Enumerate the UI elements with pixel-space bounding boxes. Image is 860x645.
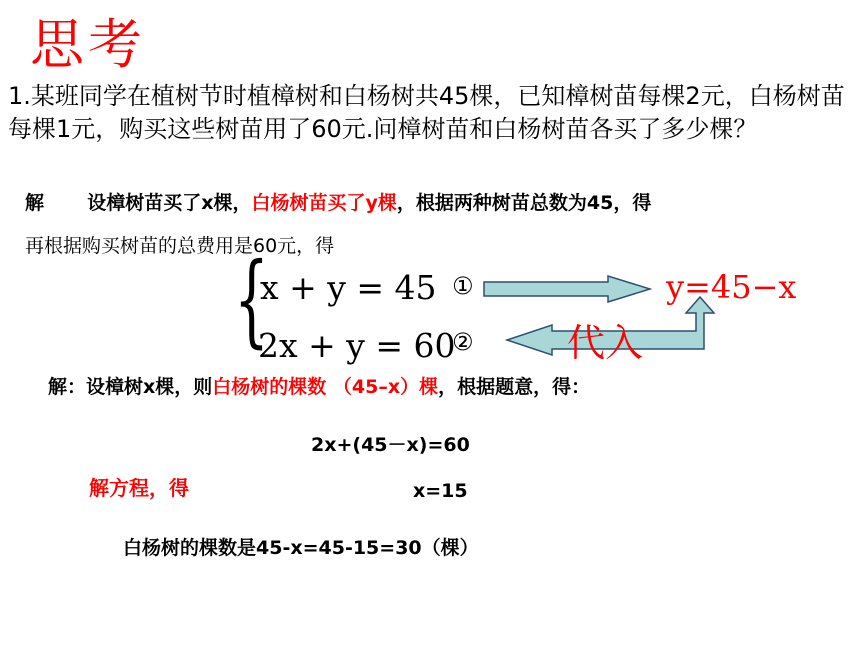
solution2-part2: 白杨树的棵数 （45–x）棵: [212, 376, 439, 398]
result-x: x=15: [413, 480, 468, 502]
combined-equation: 2x+(45－x)=60: [311, 434, 470, 456]
solution2-line: [48, 372, 590, 399]
substituted-equation: y=45−x: [666, 268, 797, 306]
conclusion-line: 白杨树的棵数是45-x=45-15=30（棵）: [123, 537, 479, 559]
solution1-part1: 设樟树苗买了x棵，: [87, 192, 252, 214]
page-title: 思考: [30, 13, 146, 76]
problem-text: 1.某班同学在植树节时植樟树和白杨树共45棵，已知樟树苗每棵2元，白杨树苗每棵1元，购买这些树苗用了60元.问樟树苗和白杨树苗各买了多少棵？: [8, 82, 845, 143]
equation-1: x + y = 45: [260, 268, 437, 307]
equation-1-marker: ①: [452, 272, 474, 300]
substitute-label: 代入: [567, 321, 644, 365]
solution1-part3: ，根据两种树苗总数为45，得: [396, 192, 652, 214]
solution2-part3: ，根据题意，得：: [438, 376, 591, 398]
solution1-part2: 白杨树苗买了y棵: [251, 192, 397, 214]
solve-label: 解方程，得: [89, 476, 189, 500]
equation-2: 2x + y = 60: [258, 326, 456, 365]
right-arrow: [484, 276, 650, 302]
solution1-jie: 解: [25, 192, 45, 214]
equation-2-marker: ②: [452, 328, 474, 356]
system-brace: {: [234, 241, 269, 358]
solution1-line2: 再根据购买树苗的总费用是60元，得: [25, 235, 335, 257]
solution2-part1: 解：设樟树x棵，则: [48, 376, 213, 398]
